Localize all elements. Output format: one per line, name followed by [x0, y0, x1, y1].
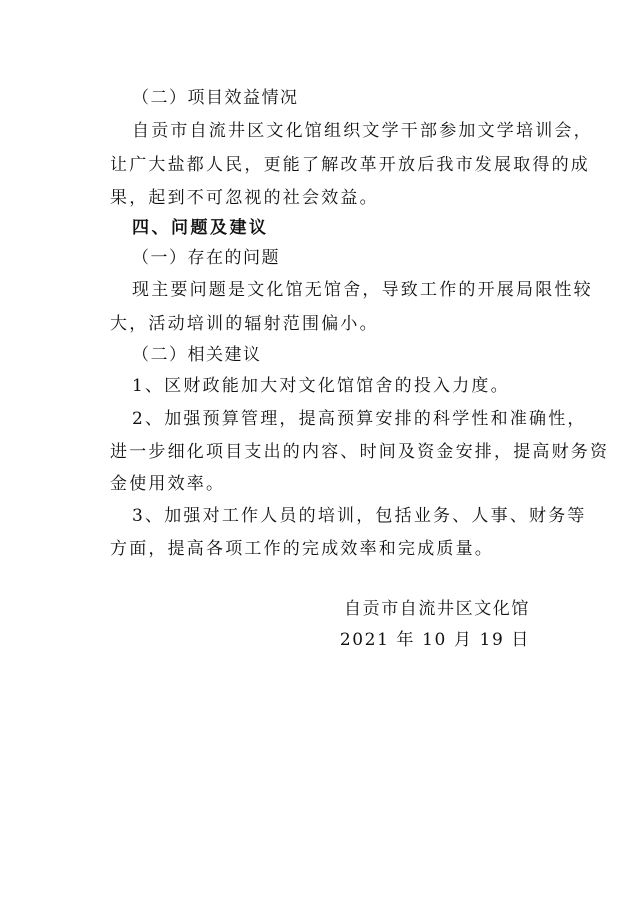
- suggestion-item-2-line: 金使用效率。: [110, 474, 226, 494]
- signature-organization: 自贡市自流井区文化馆: [344, 599, 530, 619]
- suggestion-item-3-line: 方面，提高各项工作的完成效率和完成质量。: [110, 539, 494, 559]
- subsection-title-existing-issues: （一）存在的问题: [132, 248, 280, 268]
- paragraph-line: 自贡市自流井区文化馆组织文学干部参加文学培训会，: [132, 121, 593, 141]
- paragraph-line: 让广大盐都人民，更能了解改革开放后我市发展取得的成: [110, 155, 590, 175]
- paragraph-line: 果，起到不可忽视的社会效益。: [110, 188, 379, 208]
- subsection-title-suggestions: （二）相关建议: [132, 345, 262, 365]
- suggestion-item-2-line: 进一步细化项目支出的内容、时间及资金安排，提高财务资: [110, 442, 610, 462]
- signature-date: 2021 年 10 月 19 日: [339, 630, 530, 650]
- section-heading-issues: 四、问题及建议: [132, 218, 269, 238]
- section-title-project-benefits: （二）项目效益情况: [132, 88, 299, 108]
- paragraph-line: 大，活动培训的辐射范围偏小。: [110, 314, 379, 334]
- suggestion-item-1: 1、区财政能加大对文化馆馆舍的投入力度。: [132, 376, 510, 396]
- suggestion-item-2-line: 2、加强预算管理，提高预算安排的科学性和准确性，: [132, 409, 587, 429]
- paragraph-line: 现主要问题是文化馆无馆舍，导致工作的开展局限性较: [132, 280, 593, 300]
- suggestion-item-3-line: 3、加强对工作人员的培训，包括业务、人事、财务等: [132, 506, 587, 526]
